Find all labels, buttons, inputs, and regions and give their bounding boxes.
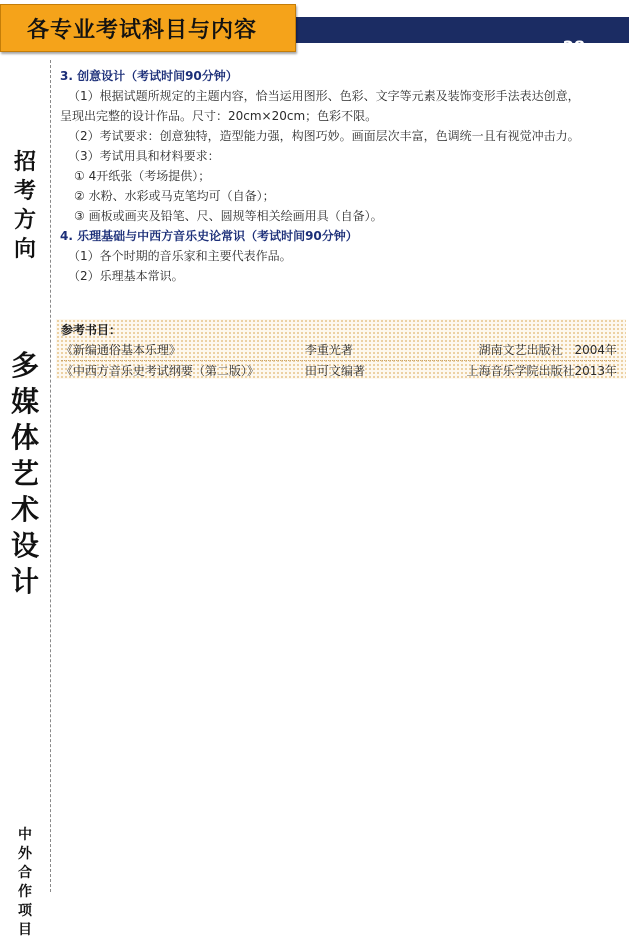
reference-title: 参考书目： (61, 323, 122, 337)
reference-books-box (56, 319, 626, 379)
s3-item-2: ② 水粉、水彩或马克笔均可（自备）； (74, 189, 275, 203)
s3-item-1: ① 4开纸张（考场提供）； (74, 169, 211, 183)
book-author: 李重光著 (305, 343, 354, 357)
project-char: 项 (18, 903, 32, 919)
reference-row (61, 361, 617, 381)
sidebar-major-label (0, 349, 50, 604)
major-char: 设 (10, 529, 39, 562)
s3-item-3: ③ 画板或画夹及铅笔、尺、圆规等相关绘画用具（自备）。 (74, 209, 383, 223)
book-author: 田可文编著 (305, 364, 366, 378)
project-char: 作 (18, 884, 32, 900)
direction-char: 招 (13, 150, 36, 175)
s3-paragraph-1-line1: （1）根据试题所规定的主题内容，恰当运用图形、色彩、文字等元素及装饰变形手法表达创意， (68, 89, 580, 103)
major-char: 艺 (10, 457, 39, 490)
project-char: 中 (18, 827, 32, 843)
project-char: 合 (18, 865, 32, 881)
major-char: 计 (10, 565, 39, 598)
book-name: 《中西方音乐史考试纲要（第二版）》 (61, 364, 260, 378)
book-name: 《新编通俗基本乐理》 (61, 343, 182, 357)
main-content (60, 66, 620, 286)
major-char: 多 (10, 349, 39, 382)
section4-title: 4. 乐理基础与中西方音乐史论常识（考试时间90分钟） (60, 229, 358, 243)
major-char: 术 (10, 493, 39, 526)
s3-paragraph-1-line2: 呈现出完整的设计作品。尺寸：20cm×20cm；色彩不限。 (60, 109, 378, 123)
sidebar-project-label (0, 828, 50, 942)
page-title: 各专业考试科目与内容 (27, 17, 258, 43)
s4-paragraph-1: （1）各个时期的音乐家和主要代表作品。 (68, 249, 292, 263)
direction-char: 考 (13, 179, 36, 204)
project-char: 目 (18, 922, 32, 938)
major-char: 媒 (10, 385, 39, 418)
title-box (0, 4, 296, 52)
s4-paragraph-2: （2）乐理基本常识。 (68, 269, 184, 283)
section3-title: 3. 创意设计（考试时间90分钟） (60, 69, 238, 83)
s3-paragraph-3: （3）考试用具和材料要求： (68, 149, 220, 163)
project-char: 外 (18, 846, 32, 862)
direction-char: 向 (13, 237, 36, 262)
major-char: 体 (10, 421, 39, 454)
left-sidebar (0, 60, 51, 938)
s3-paragraph-2: （2）考试要求：创意独特，造型能力强，构图巧妙。画面层次丰富，色调统一且有视觉冲击力。 (68, 129, 580, 143)
page-number: 28 (562, 37, 585, 56)
direction-char: 方 (13, 208, 36, 233)
reference-row (61, 340, 617, 361)
sidebar-direction-label (0, 152, 50, 268)
book-publisher: 上海音乐学院出版社2013年 (466, 364, 617, 378)
book-publisher: 湖南文艺出版社 2004年 (478, 343, 617, 357)
